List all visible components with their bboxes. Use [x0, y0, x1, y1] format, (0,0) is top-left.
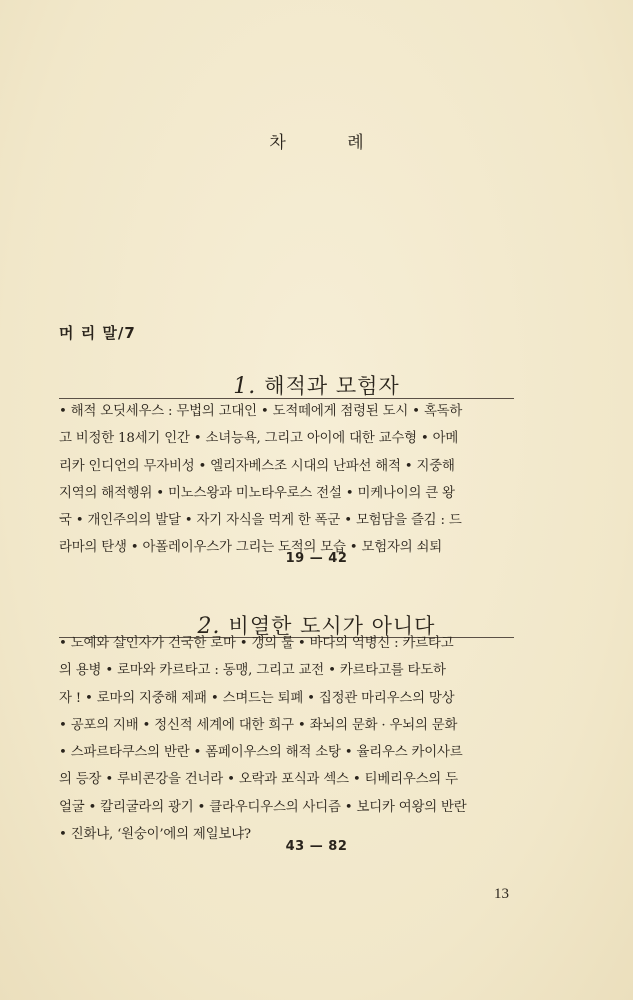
chapter-1-heading: [0, 370, 633, 400]
entry-line: 지역의 해적행위 • 미노스왕과 미노타우로스 전설 • 미케나이의 큰 왕: [59, 485, 455, 501]
chapter-number: 2.: [197, 614, 221, 639]
entry-line: • 공포의 지배 • 정신적 세계에 대한 희구 • 좌뇌의 문화 · 우뇌의 문화: [59, 717, 458, 733]
entry-line: • 스파르타쿠스의 반란 • 폼페이우스의 해적 소탕 • 율리우스 카이사르: [59, 745, 463, 761]
chapter-title: 해적과 모험자: [264, 374, 400, 398]
preface-entry: 머 리 말/7: [59, 324, 136, 342]
entry-line: 자 ! • 로마의 지중해 제패 • 스며드는 퇴폐 • 집정관 마리우스의 망상: [59, 690, 455, 706]
entry-line: 리카 인디언의 무자비성 • 엘리자베스조 시대의 난파선 해적 • 지중해: [59, 458, 455, 474]
chapter-title: 비열한 도시가 아니다: [228, 614, 436, 638]
entry-line: 라마의 탄생 • 아폴레이우스가 그리는 도적의 모습 • 모험자의 쇠퇴: [59, 540, 443, 556]
chapter-2-entries: [59, 630, 515, 848]
entry-line: • 해적 오딧세우스 : 무법의 고대인 • 도적떼에게 점령된 도시 • 혹독하: [59, 404, 463, 419]
page-number: 13: [494, 886, 509, 902]
page-title: 차 례: [269, 133, 392, 153]
entry-line: 얼굴 • 칼리굴라의 광기 • 클라우디우스의 사디즘 • 보디카 여왕의 반란: [59, 799, 467, 815]
entry-line: • 진화냐, ‘원숭이’에의 제일보냐?: [59, 827, 251, 843]
entry-line: 고 비정한 18세기 인간 • 소녀능욕, 그리고 아이에 대한 교수형 • 아메: [59, 431, 459, 447]
entry-line: 국 • 개인주의의 발달 • 자기 자식을 먹게 한 폭군 • 모험담을 즐김 : 드: [59, 513, 462, 529]
chapter-1-entries: [59, 398, 515, 562]
chapter-2-pages: 43 — 82: [285, 839, 348, 854]
chapter-number: 1.: [233, 374, 257, 399]
entry-line: 의 등장 • 루비콘강을 건너라 • 오락과 포식과 섹스 • 티베리우스의 두: [59, 772, 458, 788]
entry-line: • 노예와 살인자가 건국한 로마 • 갱의 룰 • 바다의 역병신 : 카르타고: [59, 636, 454, 651]
chapter-1-pages: 19 — 42: [285, 551, 348, 566]
entry-line: 의 용병 • 로마와 카르타고 : 동맹, 그리고 교전 • 카르타고를 타도하: [59, 663, 446, 679]
